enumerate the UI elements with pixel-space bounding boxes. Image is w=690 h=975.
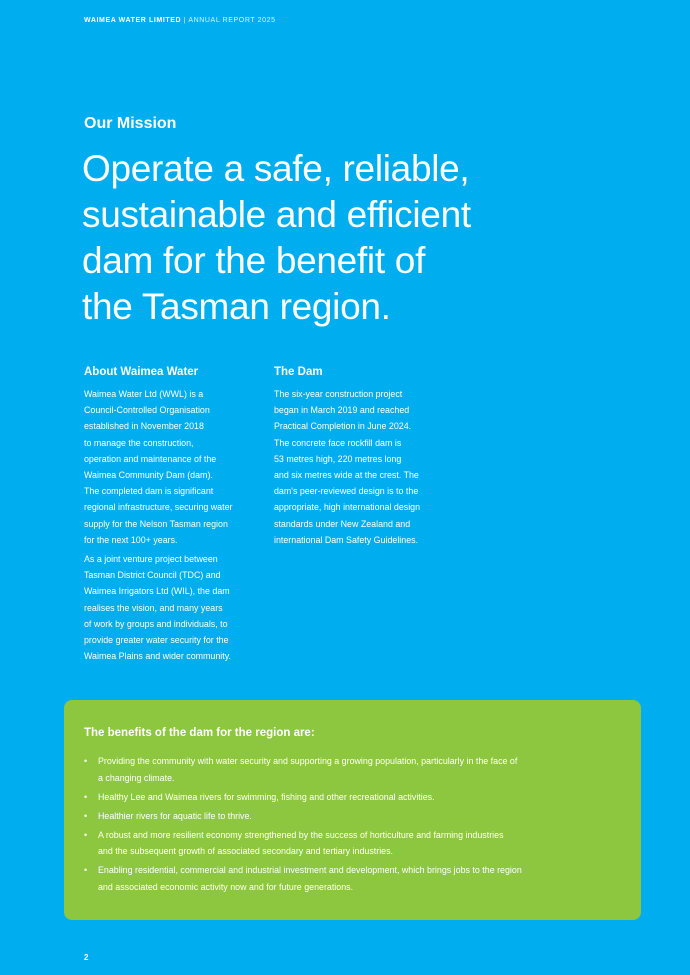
organisation-name: WAIMEA WATER LIMITED (84, 17, 182, 24)
text-line: Waimea Water Ltd (WWL) is a (84, 389, 204, 399)
bullet-icon: • (84, 791, 88, 802)
about-paragraph-1 (84, 386, 266, 548)
text-line: Waimea Community Dam (dam). (84, 470, 213, 481)
text-line: began in March 2019 and reached (274, 405, 410, 416)
text-line: A robust and more resilient economy strengthened by the success of horticulture and farming industries (98, 829, 504, 840)
text-line: Healthy Lee and Waimea rivers for swimming, fishing and other recreational activities. (98, 791, 435, 802)
text-line: Providing the community with water security and supporting a growing population, particularly in the face of (98, 756, 518, 766)
about-heading: About Waimea Water (84, 366, 199, 378)
benefit-item (84, 827, 621, 860)
text-line: to manage the construction, (84, 437, 194, 448)
mission-statement-line: Operate a safe, reliable, (82, 148, 470, 189)
benefit-item (84, 862, 621, 895)
benefits-list (84, 753, 621, 895)
text-line: Practical Completion in June 2024. (274, 421, 412, 432)
text-line: regional infrastructure, securing water (84, 502, 233, 513)
about-paragraph-2 (84, 551, 266, 664)
text-line: Council-Controlled Organisation (84, 405, 210, 416)
text-line: and the subsequent growth of associated secondary and tertiary industries. (98, 846, 394, 856)
text-line: established in November 2018 (84, 421, 204, 432)
benefit-item (84, 753, 621, 786)
text-line: of work by groups and individuals, to (84, 618, 228, 629)
benefit-item (84, 808, 621, 825)
text-line: Waimea Plains and wider community. (84, 651, 231, 662)
about-section (84, 366, 266, 667)
header-separator: | (183, 17, 187, 24)
dam-section (274, 366, 456, 551)
running-header (84, 17, 276, 24)
text-line: The completed dam is significant (84, 486, 214, 497)
text-line: appropriate, high international design (274, 502, 421, 513)
bullet-icon: • (84, 810, 88, 821)
mission-statement-line: sustainable and efficient (82, 194, 471, 235)
text-line: supply for the Nelson Tasman region (84, 518, 228, 529)
benefits-panel (64, 700, 641, 920)
text-line: for the next 100+ years. (84, 534, 178, 545)
text-line: The concrete face rockfill dam is (274, 437, 402, 448)
text-line: Healthier rivers for aquatic life to thrive. (98, 810, 252, 821)
bullet-icon: • (84, 865, 88, 875)
dam-paragraph (274, 386, 456, 548)
text-line: 53 metres high, 220 metres long (274, 453, 402, 464)
mission-statement-line: the Tasman region. (82, 286, 391, 327)
text-line: Tasman District Council (TDC) and (84, 570, 221, 581)
text-line: and associated economic activity now and for future generations. (98, 881, 354, 892)
benefits-title: The benefits of the dam for the region are: (84, 727, 315, 739)
mission-label: Our Mission (84, 115, 177, 132)
document-title: ANNUAL REPORT 2025 (188, 17, 276, 24)
text-line: and six metres wide at the crest. The (274, 470, 419, 481)
bullet-icon: • (84, 829, 88, 840)
text-line: As a joint venture project between (84, 554, 218, 565)
text-line: operation and maintenance of the (84, 453, 217, 464)
text-line: Waimea Irrigators Ltd (WIL), the dam (84, 586, 230, 597)
text-line: The six-year construction project (274, 389, 403, 399)
text-line: dam's peer-reviewed design is to the (274, 486, 419, 497)
mission-statement-line: dam for the benefit of (82, 240, 426, 281)
dam-heading: The Dam (274, 366, 323, 378)
benefit-item (84, 789, 621, 806)
text-line: provide greater water security for the (84, 635, 229, 646)
text-line: a changing climate. (98, 772, 175, 783)
text-line: international Dam Safety Guidelines. (274, 534, 419, 545)
text-line: Enabling residential, commercial and industrial investment and development, which brings jobs to the region (98, 865, 522, 875)
text-line: realises the vision, and many years (84, 602, 223, 613)
mission-statement (82, 146, 552, 330)
bullet-icon: • (84, 756, 88, 766)
page-number: 2 (84, 953, 89, 962)
text-line: standards under New Zealand and (274, 518, 411, 529)
